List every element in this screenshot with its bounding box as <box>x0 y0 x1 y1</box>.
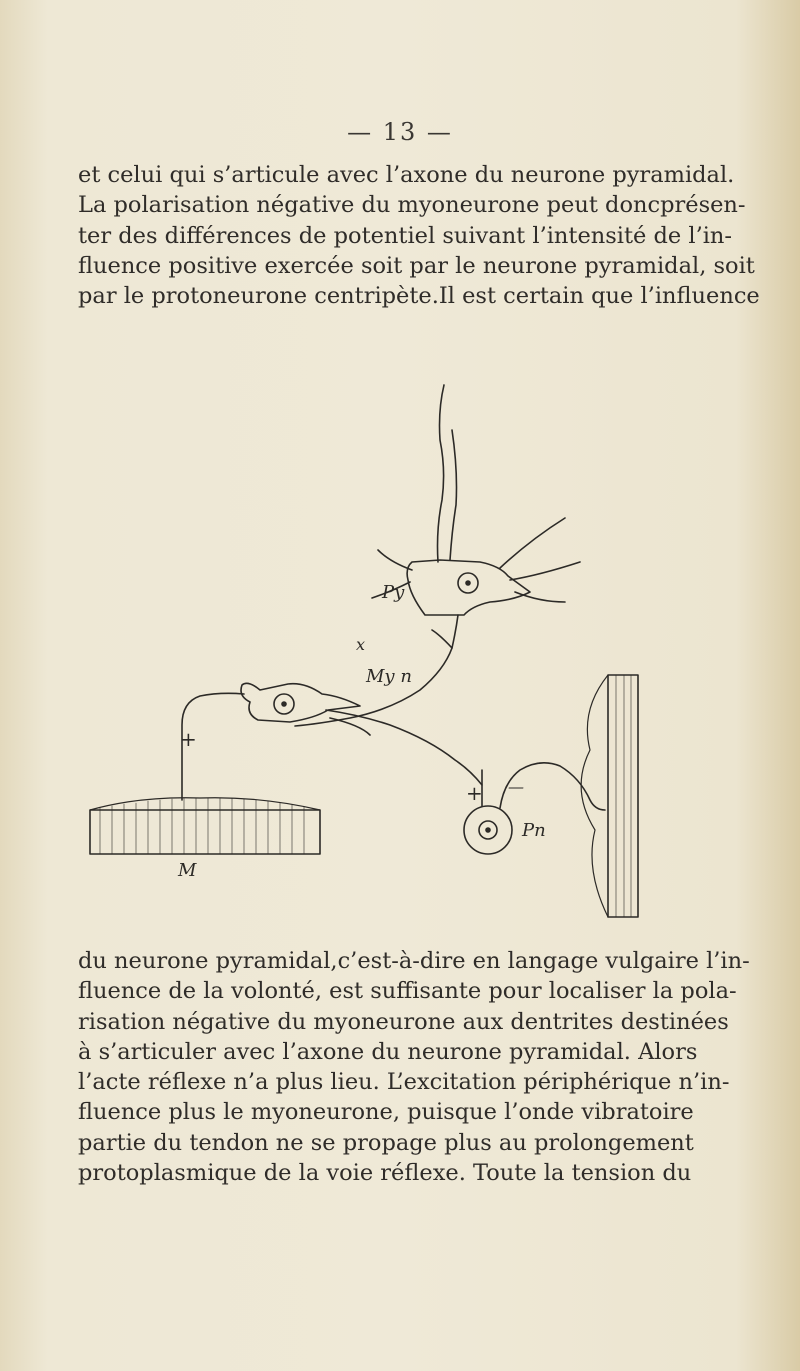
label-myoneurone: My n <box>366 666 412 687</box>
label-plus-right: + <box>466 781 483 805</box>
label-muscle: M <box>178 860 197 881</box>
muscle <box>90 810 320 854</box>
pyramidal-dendrite-right <box>500 518 580 602</box>
label-minus-right: — <box>508 777 524 796</box>
paragraph-top <box>78 160 760 311</box>
text-line: La polarisation négative du myoneurone peut doncprésen- <box>78 192 746 219</box>
text-line: à s’articuler avec l’axone du neurone pyramidal. Alors <box>78 1038 698 1065</box>
myoneurone-dendrite <box>326 710 482 785</box>
text-line: fluence de la volonté, est suffisante pour localiser la pola- <box>78 978 737 1005</box>
label-pyramidal: Py <box>382 582 405 603</box>
text-line: ter des différences de potentiel suivant l’intensité de l’in- <box>78 222 733 249</box>
neuron-diagram <box>60 330 760 940</box>
pyramidal-neuron-body <box>407 560 530 615</box>
tendon <box>608 675 638 917</box>
label-junction: x <box>356 635 366 654</box>
label-protoneurone: Pn <box>522 820 546 841</box>
paragraph-bottom <box>78 946 750 1188</box>
text-line: fluence plus le myoneurone, puisque l’onde vibratoire <box>78 1099 694 1126</box>
text-line: partie du tendon ne se propage plus au prolongement <box>78 1129 694 1156</box>
text-line: du neurone pyramidal,c’est-à-dire en langage vulgaire l’in- <box>78 948 750 974</box>
myoneurone-body <box>241 683 360 722</box>
text-line: l’acte réflexe n’a plus lieu. L’excitation périphérique n’in- <box>78 1069 730 1096</box>
text-line: risation négative du myoneurone aux dentrites destinées <box>78 1008 729 1035</box>
text-line: par le protoneurone centripète.Il est certain que l’influence <box>78 283 760 310</box>
page-number: — 13 — <box>347 118 453 146</box>
pyramidal-apical-dendrite <box>438 385 457 562</box>
label-plus-left: + <box>180 727 197 751</box>
text-line: fluence positive exercée soit par le neurone pyramidal, soit <box>78 252 755 279</box>
muscle-fibers <box>100 798 304 854</box>
tendon-fibers <box>616 675 631 917</box>
text-line: protoplasmique de la voie réflexe. Toute la tension du <box>78 1160 692 1187</box>
text-line: et celui qui s’articule avec l’axone du neurone pyramidal. <box>78 162 735 188</box>
neuron-diagram-svg <box>60 330 760 940</box>
